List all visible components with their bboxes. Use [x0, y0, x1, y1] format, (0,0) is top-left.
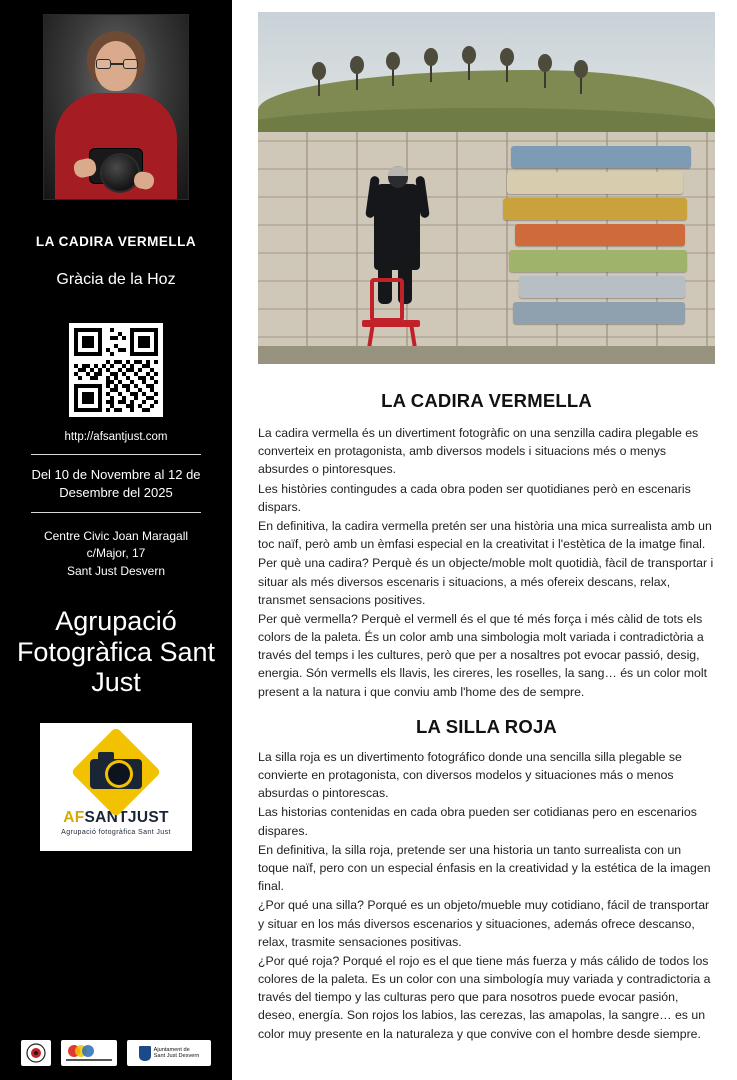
spanish-body	[258, 748, 715, 1044]
photo-tree	[500, 48, 514, 82]
photo-painted-books	[501, 146, 691, 328]
ajuntament-text	[154, 1047, 200, 1060]
website-url[interactable]: http://afsantjust.com	[64, 431, 168, 443]
confederacion-espanola-fotografia-logo	[61, 1040, 117, 1066]
divider-top	[31, 454, 201, 455]
shield-icon	[139, 1046, 151, 1061]
spanish-paragraph: ¿Por qué una silla? Porqué es un objeto/mueble muy cotidiano, fácil de transportar y situar en los más diversos escenarios y situaciones, además ofrece descanso, relax, trasmite sensaciones positivas.	[258, 898, 710, 949]
venue-name: Centre Civic Joan Maragall	[43, 529, 189, 544]
man-torso	[374, 184, 420, 270]
catalan-section-title: LA CADIRA VERMELLA	[381, 390, 592, 411]
logo-af-text: AF	[63, 809, 85, 827]
spanish-paragraph: ¿Por qué roja? Porqué el rojo es el que tiene más fuerza y más cálido de todos los colores de la paleta. Es un color con una simbología muy variada y contradictoria a través del tiempo y las culturas pero que para nosotros puede evocar pasión, deseo, energía. Son rojos los labios, las cerezas, las amapolas, la sangre… es un color muy presente en la naturaleza y que convive con el hombre desde siempre.	[258, 953, 711, 1041]
ajuntament-line2: Sant Just Desvern	[153, 1053, 200, 1059]
afsantjust-logo	[40, 723, 192, 851]
camera-lens-icon	[102, 155, 138, 191]
spanish-paragraph: La silla roja es un divertimento fotográfico donde una sencilla silla plegable se convierte en protagonista, con diversos modelos y situaciones más o menos absurdas o pintorescas.	[258, 749, 682, 801]
ajuntament-line1: Ajuntament de	[153, 1046, 190, 1053]
photo-tree	[424, 48, 438, 82]
logo-mark	[68, 737, 164, 807]
fcf-emblem-icon	[25, 1043, 47, 1063]
exhibition-photo	[258, 12, 715, 364]
catalan-body	[258, 424, 715, 702]
main-content	[232, 0, 737, 1080]
portrait-glasses-right	[123, 59, 138, 69]
cef-emblem-icon	[64, 1042, 114, 1064]
spanish-paragraph: Las historias contenidas en cada obra pueden ser cotidianas pero en escenarios dispares.	[258, 805, 697, 838]
painted-book	[513, 302, 685, 324]
logo-subtitle: Agrupació fotogràfica Sant Just	[61, 829, 171, 837]
catalan-paragraph: Per què vermella? Perquè el vermell és el que té més força i més càlid de tots els colors de la paleta. És un color amb una simbologia molt variada i contradictòria a través del temps i les cultures, però que per a nosaltres pot evocar passió, desig, energia. Són vermells els llavis, les cireres, les roselles, la sang… és un color molt present a la natura i que conviu amb l'home des de sempre.	[258, 611, 708, 699]
catalan-paragraph: En definitiva, la cadira vermella pretén ser una història una mica surrealista amb un toc naïf, però amb un èmfasi especial en la creativitat i l'estètica de la imatge final.	[258, 518, 712, 552]
catalan-paragraph: La cadira vermella és un divertiment fotogràfic on una senzilla cadira plegable es converteix en protagonista, amb diversos models i situacions més o menys absurdes o pintoresques.	[258, 426, 699, 477]
painted-book	[507, 172, 683, 194]
organisation-name: Agrupació Fotogràfica Sant Just	[16, 606, 216, 697]
left-sidebar	[0, 0, 232, 1080]
photo-tree	[386, 52, 400, 86]
ajuntament-sant-just-desvern-logo	[127, 1040, 211, 1066]
man-hair	[388, 166, 408, 176]
portrait-glasses-left	[96, 59, 111, 69]
divider-bottom	[31, 512, 201, 513]
venue-city: Sant Just Desvern	[66, 563, 166, 578]
spanish-paragraph: En definitiva, la silla roja, pretende ser una historia un tanto surrealista con un toque naïf, pero con un especial énfasis en la creatividad y la estética de la imagen final.	[258, 842, 711, 894]
portrait-glasses-bridge	[111, 63, 123, 65]
painted-book	[515, 224, 685, 246]
exhibition-dates: Del 10 de Novembre al 12 de Desembre del 2025	[31, 467, 201, 500]
photo-tree	[350, 56, 364, 90]
author-name: Gràcia de la Hoz	[56, 271, 176, 288]
photo-tree	[538, 54, 552, 88]
venue-street: c/Major, 17	[86, 546, 146, 561]
exhibition-title: LA CADIRA VERMELLA	[35, 234, 197, 249]
painted-book	[509, 250, 687, 272]
photo-tree	[462, 46, 476, 80]
photo-tree	[312, 62, 326, 96]
painted-book	[503, 198, 687, 220]
catalan-paragraph: Les històries contingudes a cada obra poden ser quotidianes però en escenaris dispars.	[258, 481, 691, 514]
qr-code-icon[interactable]	[69, 323, 163, 417]
painted-book	[511, 146, 691, 168]
federacio-catalana-fotografia-logo	[21, 1040, 51, 1066]
logo-santjust-text: SANTJUST	[84, 809, 169, 827]
camera-viewfinder-icon	[98, 752, 114, 760]
painted-book	[519, 276, 685, 298]
catalan-paragraph: Per què una cadira? Perquè és un objecte/moble molt quotidià, fàcil de transportar i situar als més diversos escenaris i situacions, a més ofereix descans, relax, transmet sensacions positives.	[258, 556, 714, 607]
author-portrait	[43, 14, 189, 200]
photo-tree	[574, 60, 588, 94]
venue-block	[44, 528, 188, 580]
photo-ground	[258, 346, 715, 364]
qr-code-svg	[74, 328, 158, 412]
spanish-section-title: LA SILLA ROJA	[415, 715, 557, 737]
footer-logos	[8, 1040, 224, 1066]
chair-back	[370, 278, 404, 322]
